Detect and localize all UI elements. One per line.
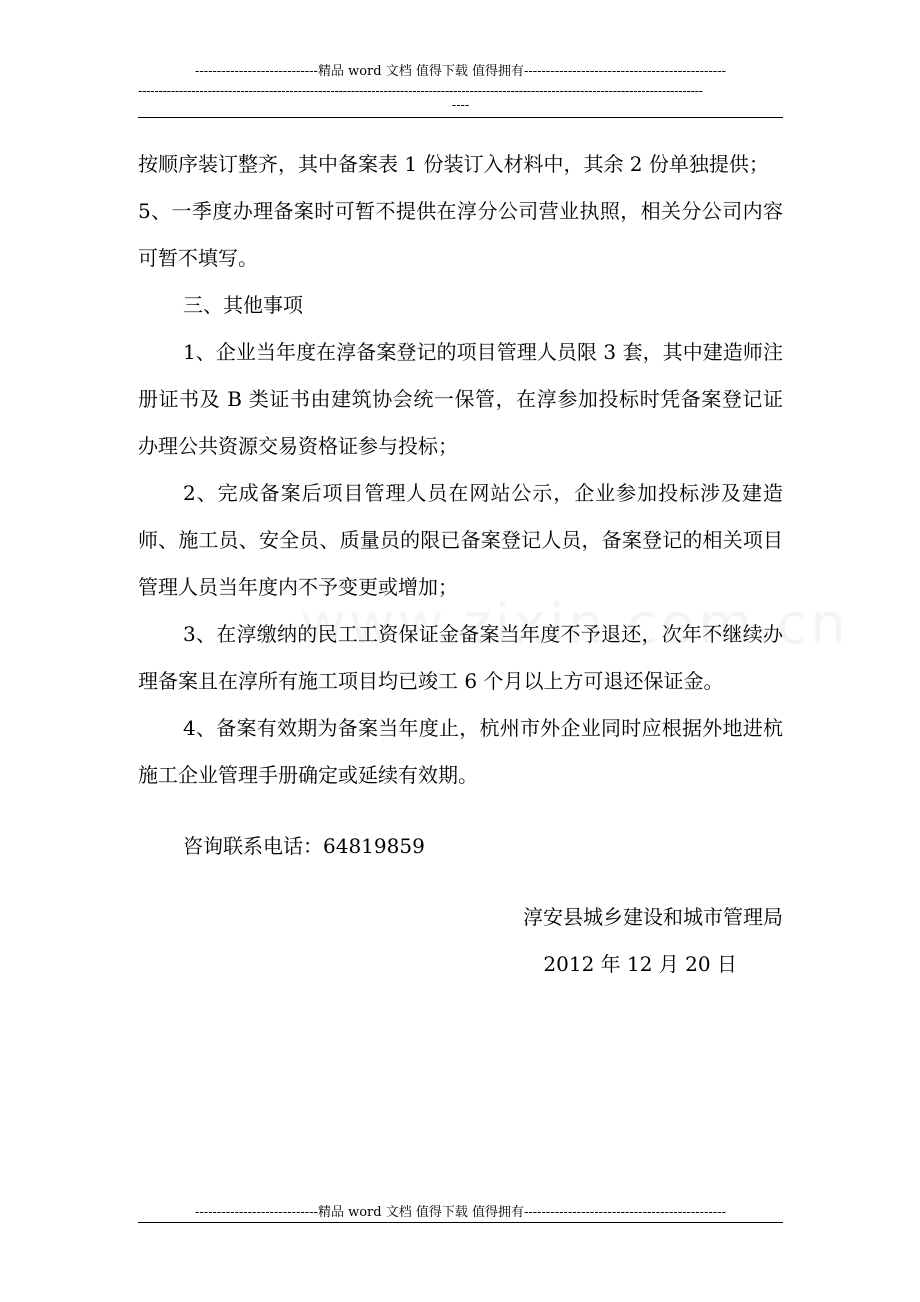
spacer <box>138 799 783 823</box>
signature-organization: 淳安县城乡建设和城市管理局 <box>523 905 783 929</box>
paragraph-continuation: 按顺序装订整齐，其中备案表 1 份装订入材料中，其余 2 份单独提供； <box>138 152 769 176</box>
list-item-1: 1、企业当年度在淳备案登记的项目管理人员限 3 套，其中建造师注册证书及 B 类证书由建筑协会统一保管，在淳参加投标时凭备案登记证办理公共资源交易资格证参与投标； <box>138 340 783 458</box>
spacer <box>138 870 783 894</box>
list-item-2: 2、完成备案后项目管理人员在网站公示，企业参加投标涉及建造师、施工员、安全员、质量员的限已备案登记人员，备案登记的相关项目管理人员当年度内不予变更或增加； <box>138 481 783 599</box>
contact-phone: 咨询联系电话：64819859 <box>183 834 425 858</box>
header-dash-tail: ---- <box>451 98 470 113</box>
footer-banner: ----------------------------精品 word 文档 值得下载 值得拥有---------------------------------------------- <box>194 1205 727 1220</box>
header-banner: ----------------------------精品 word 文档 值得下载 值得拥有---------------------------------------------- <box>194 64 727 79</box>
signature-date: 2012 年 12 月 20 日 <box>543 952 737 976</box>
section-title: 三、其他事项 <box>183 293 303 317</box>
document-body <box>138 141 783 988</box>
list-item-3: 3、在淳缴纳的民工工资保证金备案当年度不予退还，次年不继续办理备案且在淳所有施工项目均已竣工 6 个月以上方可退还保证金。 <box>138 622 783 693</box>
footer-rule <box>138 1222 783 1223</box>
header-rule <box>138 117 783 118</box>
paragraph-item-5: 5、一季度办理备案时可暂不提供在淳分公司营业执照，相关分公司内容可暂不填写。 <box>138 199 783 270</box>
header-dash-line: ------------------------------------------------------------------------------------------------------------------------------------------ <box>138 84 703 99</box>
list-item-4: 4、备案有效期为备案当年度止，杭州市外企业同时应根据外地进杭施工企业管理手册确定或延续有效期。 <box>138 716 783 787</box>
